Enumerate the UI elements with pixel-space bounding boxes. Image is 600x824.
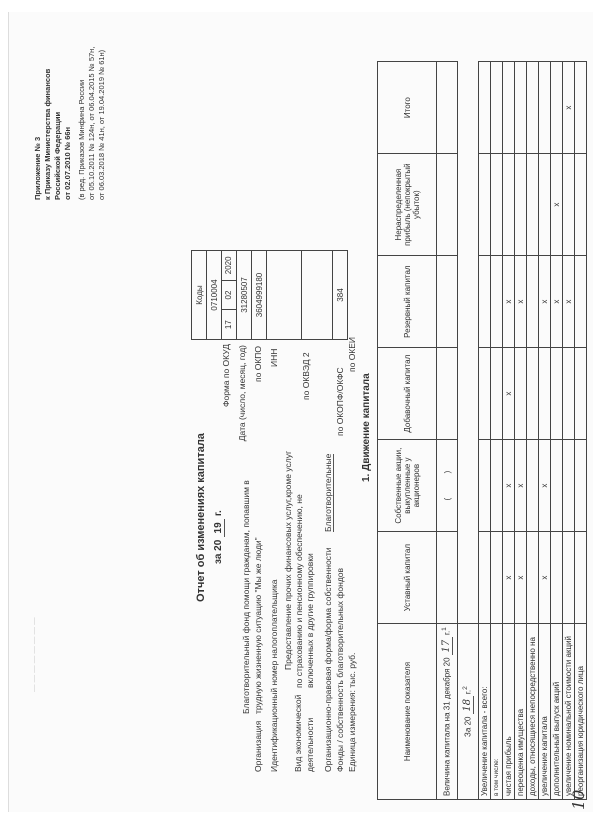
- cell: [437, 62, 458, 154]
- org-name-1: Благотворительный фонд помощи гражданам, попавшим в: [241, 480, 251, 714]
- row-label: в том числе:: [491, 624, 503, 800]
- label-inn: ИНН: [269, 348, 279, 367]
- document-page: [8, 12, 593, 812]
- label-okei: по ОКЕИ: [347, 336, 357, 372]
- period-year: 18: [462, 696, 474, 714]
- row-label: увеличение капитала: [539, 624, 551, 800]
- cell: [563, 348, 575, 440]
- cell: [491, 256, 503, 348]
- cell-mark: х: [503, 256, 515, 348]
- code-month: 02: [222, 280, 236, 310]
- bleed-through-text: — — — — — — — —: [29, 617, 38, 692]
- cell: [551, 440, 563, 532]
- cell: [539, 154, 551, 256]
- cell-mark: х: [503, 440, 515, 532]
- appendix-line-1: Приложение № 3: [33, 136, 42, 200]
- cell: [437, 348, 458, 440]
- capital-movement-table: [377, 61, 587, 800]
- org-line: [241, 480, 263, 772]
- period-suffix: г.: [463, 689, 473, 695]
- row-label: Увеличение капитала - всего:: [479, 624, 491, 800]
- row-net-profit: [503, 62, 515, 800]
- code-okpo: 31280507: [237, 251, 252, 340]
- row-balance: [437, 62, 458, 800]
- cell: [563, 154, 575, 256]
- row-including: [491, 62, 503, 800]
- cell: [479, 532, 491, 624]
- legal-form-value: Благотворительные: [323, 453, 333, 532]
- cell: [551, 532, 563, 624]
- code-okopf: [302, 251, 333, 340]
- row-capital-increase: [539, 62, 551, 800]
- label-okopf: по ОКОПФ/ОКФС: [335, 367, 345, 436]
- cell: [437, 256, 458, 348]
- cell: [575, 154, 587, 256]
- cell-mark: х: [539, 256, 551, 348]
- cell-own-shares-balance: [437, 440, 458, 532]
- activity-label-2: деятельности: [305, 717, 315, 772]
- cell: [491, 154, 503, 256]
- period-prefix: За 20: [463, 716, 473, 737]
- cell: [575, 440, 587, 532]
- cell-mark: х: [563, 62, 575, 154]
- row-label: доходы, относящиеся непосредственно на: [527, 624, 539, 800]
- paren-open: (: [442, 497, 452, 501]
- code-year: 2020: [224, 256, 233, 275]
- col-indicator: Наименование показателя: [378, 624, 437, 800]
- balance-year: 17: [441, 637, 453, 655]
- org-name-2: трудную жизненную ситуацию "Мы же люди": [253, 537, 263, 714]
- codes-header: Коды: [192, 251, 207, 340]
- code-date: [222, 251, 237, 340]
- cell: [503, 62, 515, 154]
- cell-mark: х: [515, 532, 527, 624]
- cell: [575, 532, 587, 624]
- label-taxpayer: Идентификационный номер налогоплательщика: [269, 579, 279, 772]
- code-day: 17: [222, 309, 236, 339]
- row-label: реорганизация юридического лица: [575, 624, 587, 800]
- appendix-line-3: Российской Федерации: [53, 111, 62, 200]
- cell: [437, 532, 458, 624]
- cell: [491, 440, 503, 532]
- year-suffix: г.: [213, 510, 224, 517]
- activity-label-1: Вид экономической: [293, 694, 303, 772]
- report-title: Отчет об изменениях капитала: [195, 433, 207, 602]
- year-value: 19: [213, 519, 225, 537]
- cell: [491, 532, 503, 624]
- col-own-shares: Собственные акции, выкупленные у акционеров: [378, 440, 437, 532]
- cell: [437, 154, 458, 256]
- row-income-direct: [527, 62, 539, 800]
- cell: [527, 440, 539, 532]
- cell: [479, 256, 491, 348]
- paren-close: ): [442, 470, 452, 474]
- cell: [479, 348, 491, 440]
- cell-mark: х: [503, 532, 515, 624]
- cell: [515, 62, 527, 154]
- cell: [527, 62, 539, 154]
- row-period-label: [458, 624, 479, 800]
- cell: [503, 154, 515, 256]
- cell-mark: х: [551, 154, 563, 256]
- cell: [563, 532, 575, 624]
- appendix-line-5: (в ред. Приказов Минфина России: [77, 79, 86, 200]
- cell: [527, 348, 539, 440]
- cell: [479, 154, 491, 256]
- cell: [527, 532, 539, 624]
- row-reorganization: [575, 62, 587, 800]
- funds-label: Фонды / собственность благотворительных фондов: [335, 567, 345, 772]
- row-label: переоценка имущества: [515, 624, 527, 800]
- activity-value-1: Предоставление прочих финансовых услуг,кроме услуг: [283, 450, 293, 670]
- row-increase-total: [479, 62, 491, 800]
- codes-table: [191, 250, 348, 340]
- col-retained-earnings: Нераспределенная прибыль (непокрытый убыток): [378, 154, 437, 256]
- cell: [491, 348, 503, 440]
- cell-mark: х: [539, 532, 551, 624]
- page-number: 10: [569, 789, 588, 810]
- unit-label: Единица измерения: тыс. руб.: [347, 652, 357, 772]
- cell: [527, 154, 539, 256]
- cell: [575, 348, 587, 440]
- legal-form-label: Организационно-правовая форма/форма собственности: [323, 547, 333, 772]
- cell: [539, 348, 551, 440]
- cell: [458, 62, 479, 624]
- code-okved: [267, 251, 302, 340]
- cell-mark: х: [551, 256, 563, 348]
- row-share-issue: [551, 62, 563, 800]
- rotated-form: [9, 12, 593, 812]
- appendix-line-7: от 06.03.2018 № 41н, от 19.04.2019 № 61н): [97, 49, 106, 200]
- row-label: дополнительный выпуск акций: [551, 624, 563, 800]
- cell: [479, 440, 491, 532]
- balance-footnote: 1: [440, 627, 448, 631]
- cell: [563, 440, 575, 532]
- appendix-line-2: к Приказу Министерства финансов: [43, 68, 52, 200]
- cell: [515, 348, 527, 440]
- year-prefix: за 20: [213, 539, 224, 564]
- label-date: Дата (число, месяц, год): [237, 345, 247, 442]
- label-okpo: по ОКПО: [253, 346, 263, 382]
- cell: [479, 62, 491, 154]
- row-nominal-increase: [563, 62, 575, 800]
- cell-mark: х: [563, 256, 575, 348]
- code-okei: 384: [333, 251, 348, 340]
- cell: [575, 256, 587, 348]
- cell-mark: х: [515, 440, 527, 532]
- cell: [551, 348, 563, 440]
- section-title: 1. Движение капитала: [361, 373, 372, 482]
- row-period: [458, 62, 479, 800]
- report-year: [213, 510, 225, 564]
- cell: [575, 62, 587, 154]
- code-inn: 3604999180: [252, 251, 267, 340]
- period-footnote: 2: [461, 686, 469, 690]
- org-prefix: Организация: [253, 720, 263, 772]
- cell: [539, 62, 551, 154]
- cell: [551, 62, 563, 154]
- row-label: чистая прибыль: [503, 624, 515, 800]
- label-okved: по ОКВЭД 2: [301, 352, 311, 400]
- cell: [527, 256, 539, 348]
- row-balance-label: [437, 624, 458, 800]
- col-total: Итого: [378, 62, 437, 154]
- balance-prefix: Величина капитала на 31 декабря 20: [442, 657, 452, 796]
- appendix-line-4: от 02.07.2010 № 66н: [63, 126, 72, 200]
- activity-value-2: по страхованию и пенсионному обеспечению, не: [294, 494, 304, 688]
- cell: [491, 62, 503, 154]
- code-okud: 0710004: [207, 251, 222, 340]
- cell-mark: х: [539, 440, 551, 532]
- row-label: увеличение номинальной стоимости акций: [563, 624, 575, 800]
- appendix-line-6: от 05.10.2011 № 124н, от 06.04.2015 № 57н,: [87, 46, 96, 200]
- cell: [515, 154, 527, 256]
- row-revaluation: [515, 62, 527, 800]
- balance-suffix: г.: [442, 630, 452, 635]
- label-okud: Форма по ОКУД: [221, 344, 231, 407]
- cell-mark: х: [503, 348, 515, 440]
- activity-value-3: включенных в другие группировки: [305, 553, 315, 688]
- col-reserve-capital: Резервный капитал: [378, 256, 437, 348]
- cell-mark: х: [515, 256, 527, 348]
- col-charter-capital: Уставный капитал: [378, 532, 437, 624]
- col-additional-capital: Добавочный капитал: [378, 348, 437, 440]
